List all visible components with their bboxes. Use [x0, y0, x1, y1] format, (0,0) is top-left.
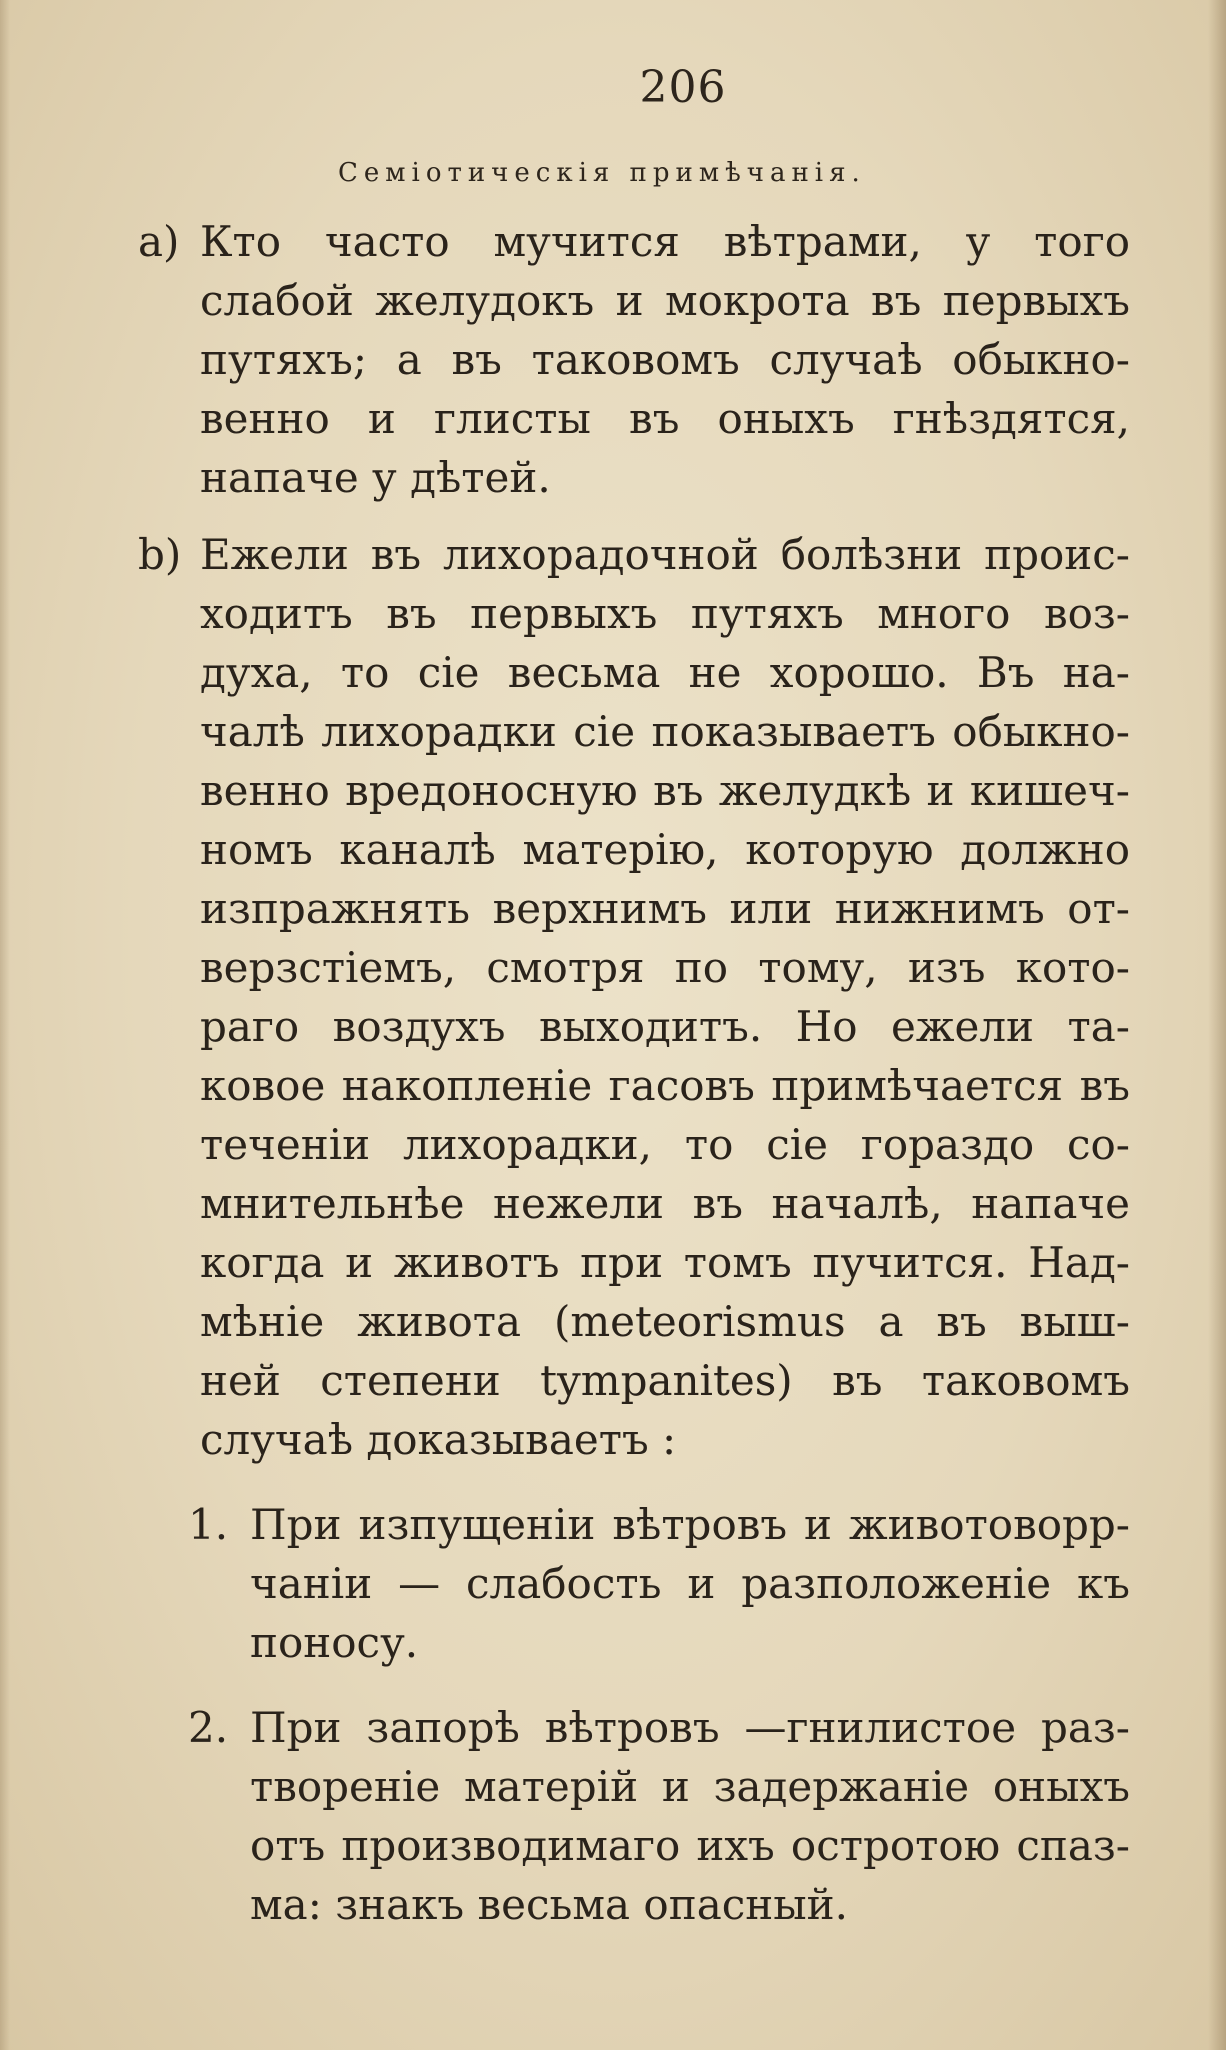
- subitem-number: 2.: [188, 1703, 229, 1752]
- text-line: При запорѣ вѣтровъ —гнилистое раз-: [250, 1703, 1130, 1752]
- text-line: Кто часто мучится вѣтрами, у того: [200, 217, 1130, 266]
- text-line: чалѣ лихорадки сіе показываетъ обыкно-: [200, 707, 1130, 756]
- text-line: Ежели въ лихорадочной болѣзни проис-: [200, 530, 1130, 579]
- subitem-number: 1.: [188, 1500, 229, 1549]
- text-line: ней степени tympanites) въ таковомъ: [200, 1356, 1130, 1405]
- text-line: твореніе матерій и задержаніе оныхъ: [250, 1762, 1130, 1811]
- page-edge-shadow-right: [1208, 0, 1226, 2050]
- note-marker: a): [138, 217, 180, 266]
- note-b: [138, 525, 1198, 1469]
- text-line: раго воздухъ выходитъ. Но ежели та-: [200, 1002, 1130, 1051]
- text-line: путяхъ; а въ таковомъ случаѣ обыкно-: [200, 335, 1130, 384]
- text-line: слабой желудокъ и мокрота въ первыхъ: [200, 276, 1130, 325]
- text-line: При изпущеніи вѣтровъ и животоворр-: [250, 1500, 1130, 1549]
- text-line: чаніи — слабость и разположеніе къ: [250, 1559, 1130, 1608]
- text-line: ма: знакъ весьма опасный.: [250, 1880, 849, 1929]
- text-line: венно вредоносную въ желудкѣ и кишеч-: [200, 766, 1130, 815]
- text-line: отъ производимаго ихъ острoтою спаз-: [250, 1821, 1130, 1870]
- subitem-2: [188, 1698, 1198, 1934]
- text-line: мѣніе живота (meteorismus а въ выш-: [200, 1297, 1130, 1346]
- running-head: Семіотическія примѣчанія.: [338, 158, 866, 188]
- page-number: 206: [639, 62, 727, 113]
- text-line: духа, то сіе весьма не хорошо. Въ на-: [200, 648, 1130, 697]
- note-a: [138, 212, 1198, 507]
- text-line: поносу.: [250, 1618, 419, 1667]
- text-line: венно и глисты въ оныхъ гнѣздятся,: [200, 394, 1130, 443]
- text-line: ковое накопленіе гасовъ примѣчается въ: [200, 1061, 1130, 1110]
- text-line: номъ каналѣ матерію, которую должно: [200, 825, 1130, 874]
- subitem-1: [188, 1495, 1198, 1672]
- text-line: верзстіемъ, смотря по тому, изъ кото-: [200, 943, 1130, 992]
- text-line: случаѣ доказываетъ :: [200, 1415, 677, 1464]
- text-line: теченіи лихорадки, то сіе гораздо со-: [200, 1120, 1130, 1169]
- text-line: ходитъ въ первыхъ путяхъ много воз-: [200, 589, 1130, 638]
- text-line: изпражнять верхнимъ или нижнимъ от-: [200, 884, 1130, 933]
- page-edge-shadow-left: [0, 0, 10, 2050]
- body-text: [138, 212, 1198, 1934]
- text-line: когда и животъ при томъ пучится. Над-: [200, 1238, 1130, 1287]
- text-line: мнительнѣе нежели въ началѣ, напаче: [200, 1179, 1130, 1228]
- note-marker: b): [138, 530, 182, 579]
- text-line: напаче у дѣтей.: [200, 453, 551, 502]
